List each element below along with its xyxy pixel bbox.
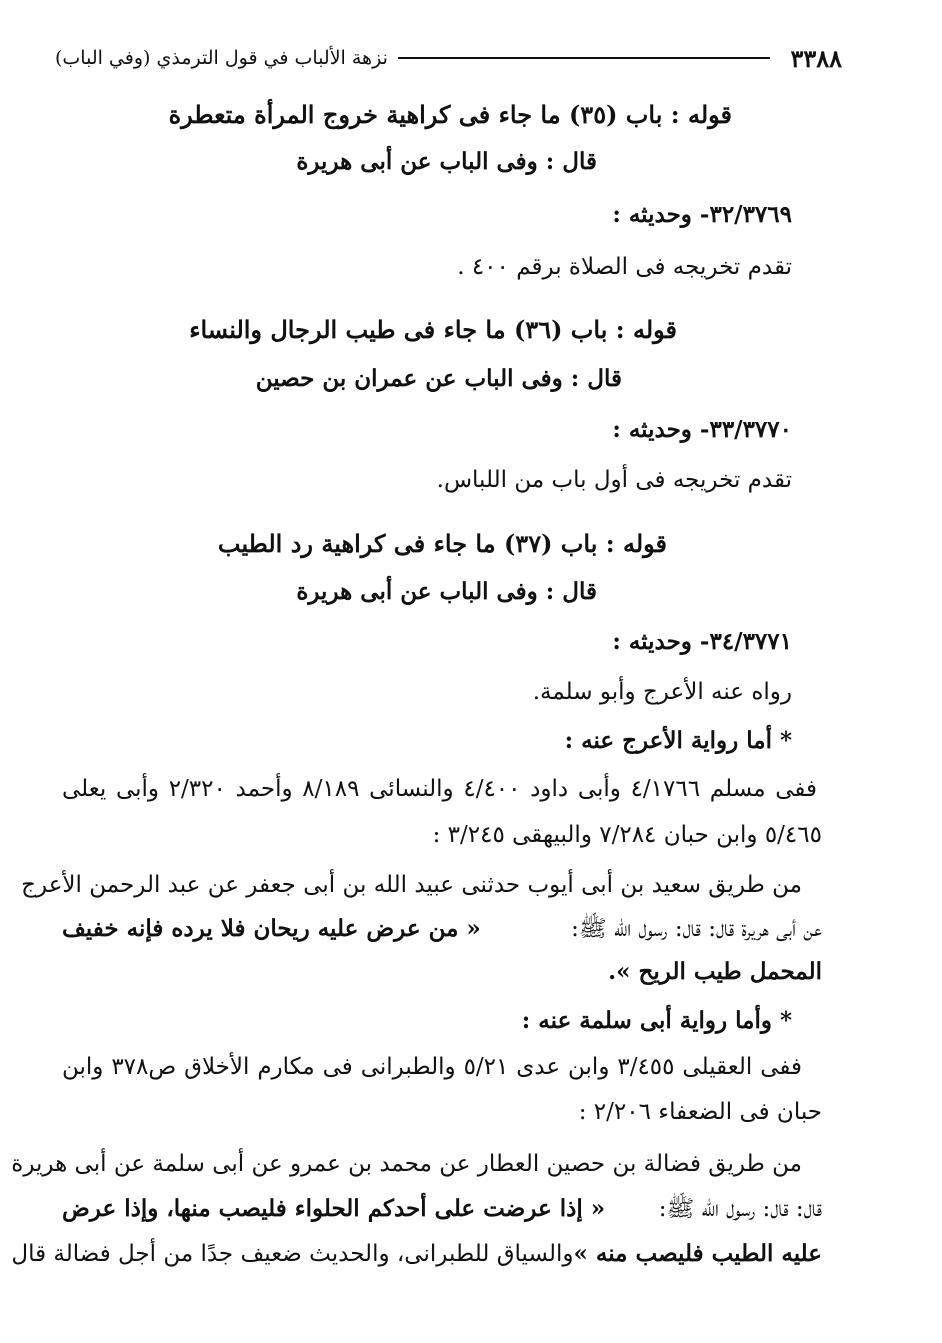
paragraph-line [11,1237,822,1271]
sub-heading-bullet: * وأما رواية أبى سلمة عنه : [521,1007,792,1034]
quoted-hadith: « إذا عرضت على أحدكم الحلواء فليصب منها، وإذا عرض [62,1195,606,1222]
paragraph-line: حبان فى الضعفاء ٢/٢٠٦ : [578,1099,822,1125]
paragraph-line [62,1192,822,1226]
section-subheading: قال : وفى الباب عن أبى هريرة [296,578,597,605]
hadith-number: ٣٢/٣٧٦٩- وحديثه : [612,201,792,228]
hadith-number: ٣٤/٣٧٧١- وحديثه : [612,628,792,655]
page-number: ٣٣٨٨ [790,43,842,73]
paragraph-line [62,912,822,946]
text-segment: قال: قال: رسول الله ﷺ: [658,1196,822,1222]
section-heading: قوله : باب (٣٧) ما جاء فى كراهية رد الطيب [217,529,667,558]
section-heading: قوله : باب (٣٥) ما جاء فى كراهية خروج المرأة متعطرة [168,100,732,129]
section-subheading: قال : وفى الباب عن أبى هريرة [296,148,597,175]
paragraph-text: تقدم تخريجه فى الصلاة برقم ٤٠٠ . [457,254,792,280]
quoted-hadith: المحمل طيب الريح ». [608,958,822,985]
text-segment: والسياق للطبرانى، والحديث ضعيف جدًا من أجل فضالة قال [11,1241,574,1267]
header-rule [398,57,771,59]
paragraph-line: من طريق فضالة بن حصين العطار عن محمد بن عمرو عن أبى سلمة عن أبى هريرة [11,1151,802,1177]
page-header [55,40,842,76]
paragraph-line: ففى العقيلى ٣/٤٥٥ وابن عدى ٥/٢١ والطبرانى فى مكارم الأخلاق ص٣٧٨ وابن [62,1054,802,1080]
section-heading: قوله : باب (٣٦) ما جاء فى طيب الرجال والنساء [189,315,677,344]
hadith-number: ٣٣/٣٧٧٠- وحديثه : [612,416,792,443]
quoted-hadith: عليه الطيب فليصب منه » [573,1240,822,1267]
paragraph-text: رواه عنه الأعرج وأبو سلمة. [532,679,792,705]
quoted-hadith: « من عرض عليه ريحان فلا يرده فإنه خفيف [62,915,481,942]
sub-heading-bullet: * أما رواية الأعرج عنه : [564,727,792,754]
paragraph-line: ففى مسلم ٤/١٧٦٦ وأبى داود ٤/٤٠٠ والنسائى ٨/١٨٩ وأحمد ٢/٣٢٠ وأبى يعلى [62,776,818,802]
text-segment: عن أبى هريرة قال: قال: رسول الله ﷺ: [571,916,822,942]
paragraph-text: تقدم تخريجه فى أول باب من اللباس. [436,467,792,493]
paragraph-line: ٥/٤٦٥ وابن حبان ٧/٢٨٤ والبيهقى ٣/٢٤٥ : [432,822,822,848]
section-subheading: قال : وفى الباب عن عمران بن حصين [255,365,622,392]
paragraph-line: من طريق سعيد بن أبى أيوب حدثنى عبيد الله بن أبى جعفر عن عبد الرحمن الأعرج [21,872,802,898]
running-title: نزهة الألباب في قول الترمذي (وفي الباب) [55,47,388,69]
